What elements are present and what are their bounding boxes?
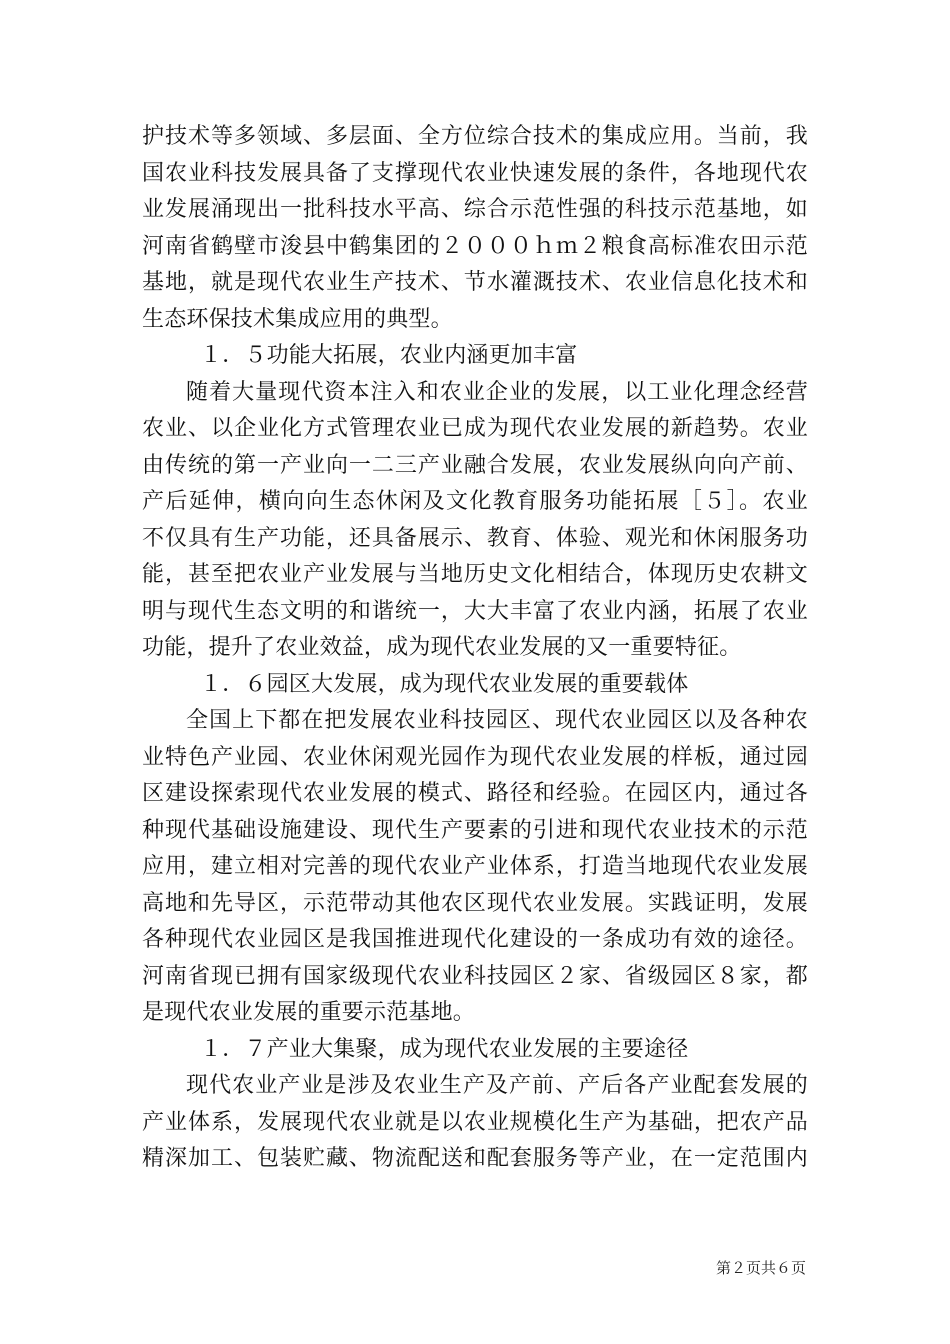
page-number: 第２页共６页 (715, 1259, 806, 1277)
text-line: 应用，建立相对完善的现代农业产业体系，打造当地现代农业发展 (142, 854, 808, 879)
text-line: 护技术等多领域、多层面、全方位综合技术的集成应用。当前，我 (142, 124, 808, 149)
text-line: 是现代农业发展的重要示范基地。 (142, 1000, 476, 1025)
text-line: 明与现代生态文明的和谐统一，大大丰富了农业内涵，拓展了农业 (142, 598, 808, 624)
section-heading: １．７产业大集聚，成为现代农业发展的主要途径 (200, 1036, 689, 1062)
text-line: 现代农业产业是涉及农业生产及产前、产后各产业配套发展的 (186, 1073, 808, 1098)
document-body (142, 119, 808, 1178)
text-line: 基地，就是现代农业生产技术、节水灌溉技术、农业信息化技术和 (142, 270, 808, 295)
text-line: 种现代基础设施建设、现代生产要素的引进和现代农业技术的示范 (142, 817, 808, 843)
text-line: 产业体系，发展现代农业就是以农业规模化生产为基础，把农产品 (142, 1109, 808, 1135)
text-line: 不仅具有生产功能，还具备展示、教育、体验、观光和休闲服务功 (142, 525, 808, 551)
text-line: 精深加工、包装贮藏、物流配送和配套服务等产业，在一定范围内 (142, 1146, 808, 1171)
text-line: 区建设探索现代农业发展的模式、路径和经验。在园区内，通过各 (142, 781, 808, 806)
text-line: 由传统的第一产业向一二三产业融合发展，农业发展纵向向产前、 (142, 452, 808, 478)
section-heading: １．５功能大拓展，农业内涵更加丰富 (200, 343, 578, 368)
text-line: 功能，提升了农业效益，成为现代农业发展的又一重要特征。 (142, 635, 742, 660)
text-line: 国农业科技发展具备了支撑现代农业快速发展的条件，各地现代农 (142, 160, 808, 186)
text-line: 各种现代农业园区是我国推进现代化建设的一条成功有效的途径。 (142, 927, 808, 952)
text-line: 业发展涌现出一批科技水平高、综合示范性强的科技示范基地，如 (142, 197, 808, 222)
text-line: 全国上下都在把发展农业科技园区、现代农业园区以及各种农 (186, 708, 808, 733)
text-line: 能，甚至把农业产业发展与当地历史文化相结合，体现历史农耕文 (142, 562, 808, 587)
text-line: 河南省现已拥有国家级现代农业科技园区２家、省级园区８家，都 (142, 963, 808, 989)
text-line: 高地和先导区，示范带动其他农区现代农业发展。实践证明，发展 (142, 890, 808, 916)
section-heading: １．６园区大发展，成为现代农业发展的重要载体 (200, 671, 689, 697)
text-line: 随着大量现代资本注入和农业企业的发展，以工业化理念经营 (186, 379, 808, 405)
text-line: 生态环保技术集成应用的典型。 (142, 306, 453, 332)
text-line: 农业、以企业化方式管理农业已成为现代农业发展的新趋势。农业 (142, 416, 808, 441)
text-line: 产后延伸，横向向生态休闲及文化教育服务功能拓展［５］。农业 (142, 489, 808, 514)
text-line: 河南省鹤壁市浚县中鹤集团的２０００ｈｍ２粮食高标准农田示范 (142, 233, 808, 259)
text-line: 业特色产业园、农业休闲观光园作为现代农业发展的样板，通过园 (142, 744, 808, 770)
